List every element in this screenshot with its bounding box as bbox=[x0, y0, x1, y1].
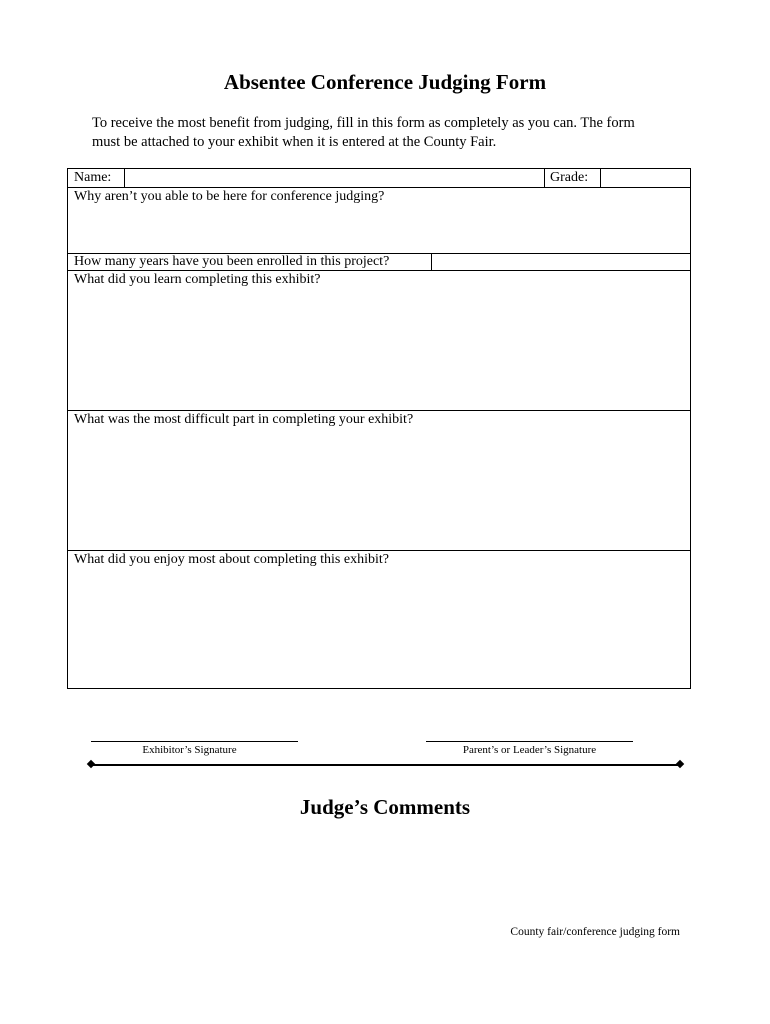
judges-comments-title: Judge’s Comments bbox=[299, 795, 471, 819]
exhibitor-signature-label: Exhibitor’s Signature bbox=[142, 744, 237, 756]
divider-diamond-left-icon bbox=[87, 760, 95, 768]
intro-line-1: To receive the most benefit from judging, fill in this form as completely as you can. The form bbox=[92, 115, 635, 131]
difficult-label: What was the most difficult part in completing your exhibit? bbox=[74, 412, 414, 427]
form-title: Absentee Conference Judging Form bbox=[223, 70, 547, 94]
intro-text bbox=[92, 114, 692, 152]
name-field[interactable] bbox=[125, 169, 543, 187]
section-divider bbox=[91, 764, 680, 766]
grade-field[interactable] bbox=[601, 169, 690, 187]
why-absent-box[interactable] bbox=[68, 188, 690, 254]
parent-leader-signature-line[interactable] bbox=[426, 741, 633, 742]
footer-text: County fair/conference judging form bbox=[510, 926, 680, 938]
years-enrolled-label: How many years have you been enrolled in this project? bbox=[74, 254, 390, 269]
enjoyed-box[interactable] bbox=[68, 551, 690, 688]
learned-label: What did you learn completing this exhibit? bbox=[74, 272, 321, 287]
why-absent-label: Why aren’t you able to be here for conference judging? bbox=[74, 189, 385, 204]
name-label: Name: bbox=[74, 170, 112, 185]
exhibitor-signature-line[interactable] bbox=[91, 741, 298, 742]
divider-diamond-right-icon bbox=[676, 760, 684, 768]
years-enrolled-field[interactable] bbox=[432, 254, 690, 270]
grade-divider-left bbox=[544, 169, 545, 187]
difficult-box[interactable] bbox=[68, 411, 690, 551]
enjoyed-label: What did you enjoy most about completing this exhibit? bbox=[74, 552, 389, 567]
intro-line-2: must be attached to your exhibit when it is entered at the County Fair. bbox=[92, 134, 497, 150]
grade-label: Grade: bbox=[550, 170, 589, 185]
years-enrolled-row bbox=[68, 254, 690, 271]
parent-leader-signature-label: Parent’s or Leader’s Signature bbox=[462, 744, 597, 756]
judging-form-table bbox=[67, 168, 691, 689]
name-grade-row bbox=[68, 169, 690, 188]
learned-box[interactable] bbox=[68, 271, 690, 411]
